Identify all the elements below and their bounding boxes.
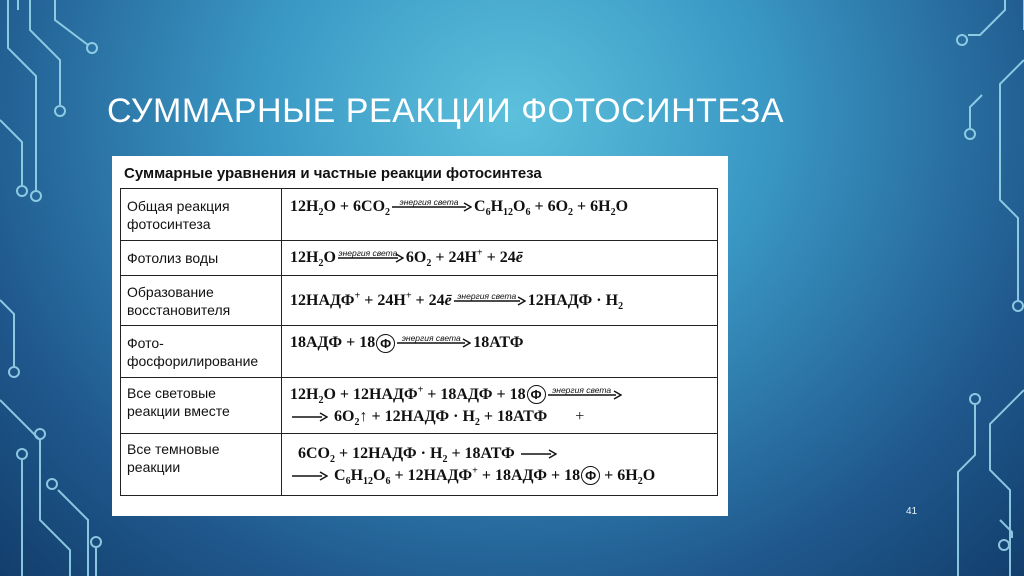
light-energy-arrow: энергия света xyxy=(454,296,526,306)
table-row xyxy=(121,241,718,276)
row-name: Фотолиз воды xyxy=(121,241,282,276)
continuation-arrow xyxy=(292,412,328,422)
light-energy-arrow: энергия света xyxy=(397,338,471,348)
light-energy-arrow: энергия света xyxy=(392,202,472,212)
row-name: Фото- фосфорилирование xyxy=(121,326,282,378)
table-row xyxy=(121,434,718,496)
reactions-table-image xyxy=(112,156,728,516)
table-row xyxy=(121,378,718,434)
continuation-arrow xyxy=(292,471,328,481)
row-name: Общая реакция фотосинтеза xyxy=(121,189,282,241)
table-caption: Суммарные уравнения и частные реакции фотосинтеза xyxy=(124,165,542,182)
row-name: Все световые реакции вместе xyxy=(121,378,282,434)
table-row xyxy=(121,326,718,378)
row-name: Образование восстановителя xyxy=(121,276,282,326)
phosphate-symbol: Ф xyxy=(581,466,600,485)
row-equation: $12H_2O$ + 12НАДФ+ + 18АДФ + 18 Ф энергия света $6O_2↑$ + 12НАДФ · $H_2 + 18АТФ$ + xyxy=(282,378,718,434)
row-equation: $12H_2O$ энергия света $6O_2 + 24H^+$ + 24ē xyxy=(282,241,718,276)
row-equation: $12H_2O + 6CO_2$ энергия света $C_6H_{12}O_6 + 6O_2 + 6H_2O$ xyxy=(282,189,718,241)
row-equation: $6CO_2$ + 12НАДФ · $H_2 + 18АТФ$ $C_6H_{12}O_6$ + 12НАДФ+ + 18АДФ + 18 $Ф + 6H_2O$ xyxy=(282,434,718,496)
slide-title: СУММАРНЫЕ РЕАКЦИИ ФОТОСИНТЕЗА xyxy=(107,92,785,130)
row-equation: 18АДФ + 18 Ф энергия света 18АТФ xyxy=(282,326,718,378)
phosphate-symbol: Ф xyxy=(376,334,395,353)
phosphate-symbol: Ф xyxy=(527,385,546,404)
continuation-arrow xyxy=(521,449,557,459)
table-row xyxy=(121,189,718,241)
page-number: 41 xyxy=(906,506,918,517)
light-energy-arrow: энергия света xyxy=(338,253,404,263)
row-name: Все темновые реакции xyxy=(121,434,282,496)
reactions-table xyxy=(120,188,718,496)
light-energy-arrow: энергия света xyxy=(548,390,622,400)
row-equation: 12НАДФ+ + 24H+ + 24ē энергия света 12НАДФ · $H_2$ xyxy=(282,276,718,326)
table-row xyxy=(121,276,718,326)
